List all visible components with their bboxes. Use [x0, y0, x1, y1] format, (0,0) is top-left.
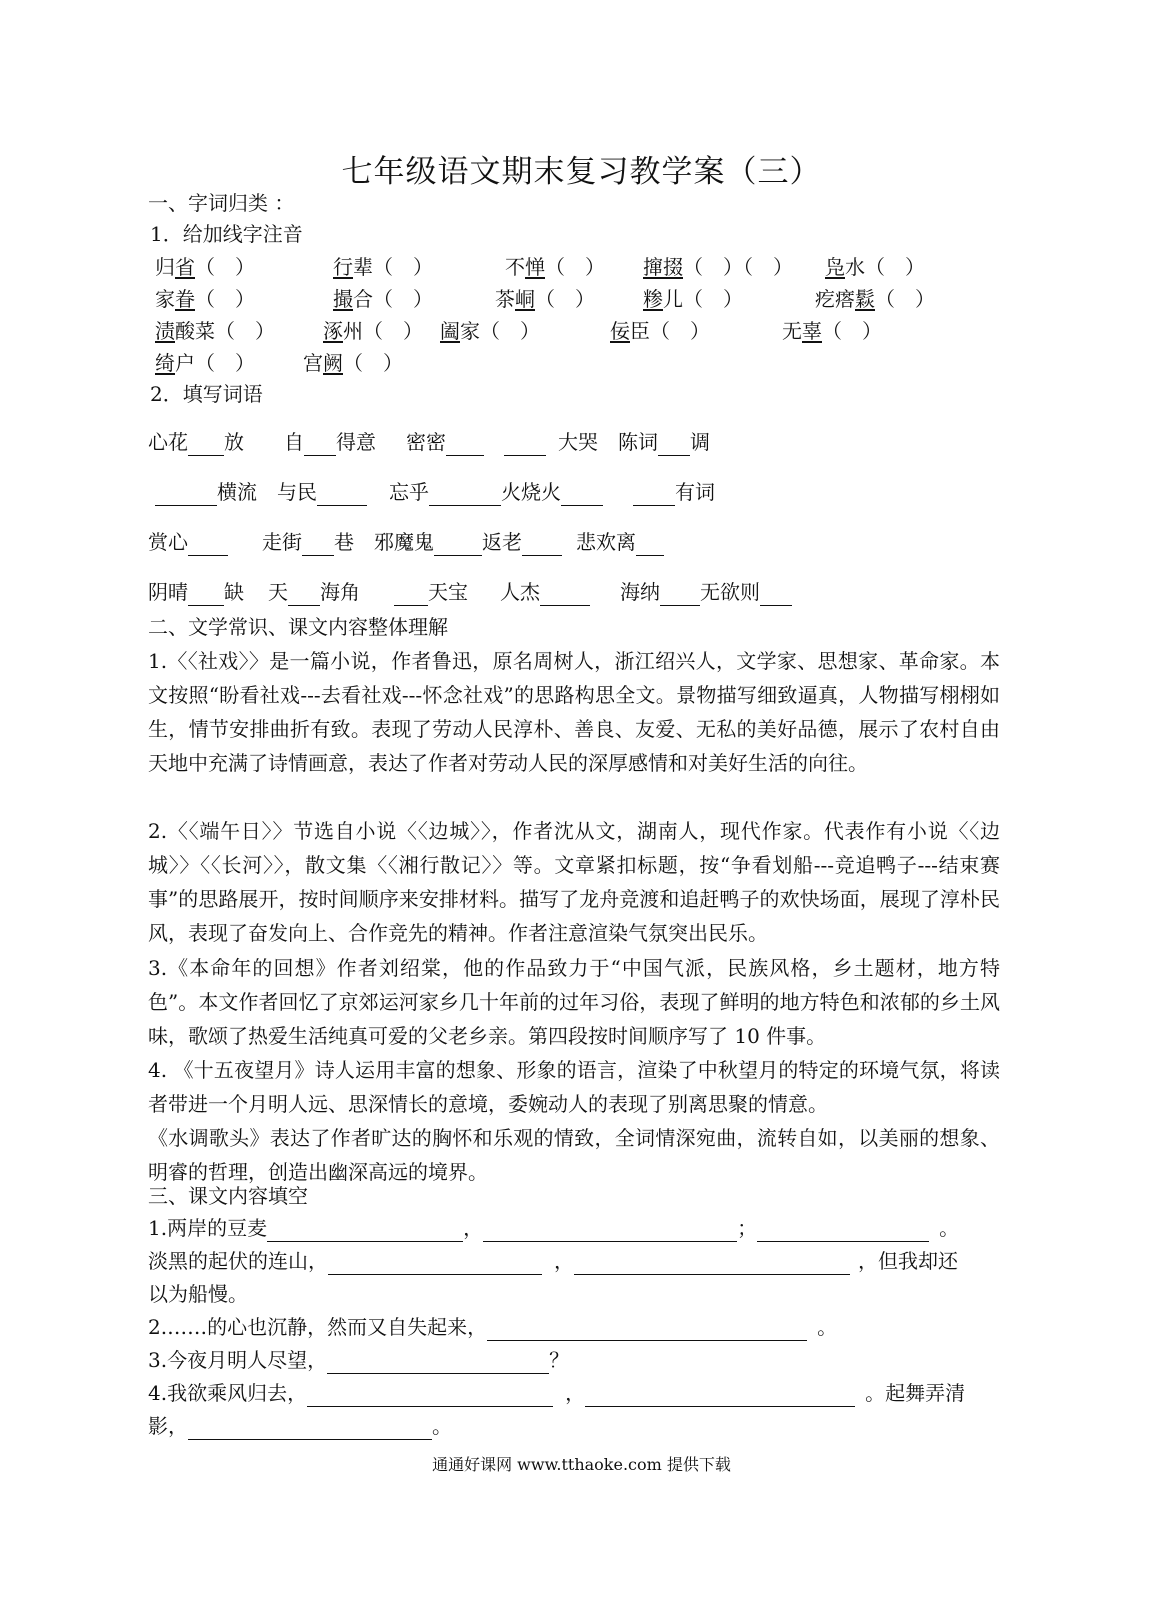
- idiom-text: 有词: [675, 480, 715, 504]
- word-suffix: （ ）: [822, 319, 882, 343]
- underlined-character: 撺掇: [643, 255, 683, 279]
- blank-line: [302, 533, 334, 556]
- fill-question-4-cont: [148, 1412, 452, 1440]
- answer-line: [267, 1219, 463, 1242]
- blank-line: [155, 483, 217, 506]
- blank-line: [446, 433, 484, 456]
- word-suffix: （ ）: [343, 351, 403, 375]
- fill-question-1-cont: [148, 1247, 958, 1275]
- idiom-text: 人杰: [500, 580, 540, 604]
- idiom-text: 忘乎: [389, 480, 429, 504]
- underlined-character: 阙: [323, 351, 343, 375]
- paragraph-2: 2.〈〈端午日〉〉节选自小说〈〈边城〉〉，作者沈从文，湖南人，现代作家。代表作有小说〈〈边城〉〉〈〈长河〉〉，散文集〈〈湘行散记〉〉等。文章紧扣标题，按“争看划船---竞追鸭子---结束赛事”的思路展开，按时间顺序来安排材料。描写了龙舟竞渡和追赶鸭子的欢快场面，展现了淳朴民风，表现了奋发向上、合作竞先的精神。作者注意渲染气氛突出民乐。: [148, 819, 1000, 945]
- idiom-row-3: [148, 528, 664, 556]
- pinyin-item: [440, 317, 540, 345]
- word-suffix: （ ）: [545, 255, 605, 279]
- pinyin-item: [303, 349, 403, 377]
- question-text: 淡黑的起伏的连山，: [148, 1249, 328, 1273]
- word-suffix: （ ）: [195, 287, 255, 311]
- blank-line: [660, 583, 700, 606]
- blank-line: [317, 483, 367, 506]
- section-3-heading: 三、课文内容填空: [148, 1184, 308, 1208]
- idiom-text: 天: [268, 580, 288, 604]
- blank-line: [188, 433, 224, 456]
- answer-line: [757, 1219, 929, 1242]
- idiom-text: 返老: [482, 530, 522, 554]
- blank-line: [522, 533, 562, 556]
- pinyin-item: [610, 317, 710, 345]
- pinyin-item: [155, 317, 275, 345]
- underlined-character: 糁: [643, 287, 663, 311]
- underlined-character: 凫: [825, 255, 845, 279]
- punctuation: ，: [565, 1381, 586, 1405]
- idiom-text: 缺: [224, 580, 244, 604]
- idiom-text: 调: [690, 430, 710, 454]
- word-suffix: 州（ ）: [343, 319, 423, 343]
- page-title: 七年级语文期末复习教学案（三）: [341, 154, 822, 190]
- paragraph-3: 3.《本命年的回想》作者刘绍棠，他的作品致力于“中国气派，民族风格，乡土题材，地方特色”。本文作者回忆了京郊运河家乡几十年前的过年习俗，表现了鲜明的地方特色和浓郁的乡土风味，歌颂了热爱生活纯真可爱的父老乡亲。第四段按时间顺序写了 10 件事。: [148, 956, 1000, 1048]
- question-text: 3.今夜月明人尽望，: [148, 1348, 328, 1372]
- pinyin-item: [643, 253, 793, 281]
- idiom-row-4: [148, 578, 792, 606]
- word-prefix: 家: [155, 287, 175, 311]
- pinyin-item: [333, 253, 433, 281]
- question-text: 影，: [148, 1414, 188, 1438]
- blank-line: [636, 533, 664, 556]
- paragraph-4: 4. 《十五夜望月》诗人运用丰富的想象、形象的语言，渲染了中秋望月的特定的环境气氛，将读者带进一个月明人远、思深情长的意境，委婉动人的表现了别离思聚的情意。: [148, 1058, 1000, 1116]
- idiom-text: 海角: [320, 580, 360, 604]
- blank-line: [304, 433, 336, 456]
- word-prefix: 归: [155, 255, 175, 279]
- idiom-text: 阴晴: [148, 580, 188, 604]
- word-prefix: 茶: [495, 287, 515, 311]
- paragraph-1: 1.〈〈社戏〉〉是一篇小说，作者鲁迅，原名周树人，浙江绍兴人，文学家、思想家、革命家。本文按照“盼看社戏---去看社戏---怀念社戏”的思路构思全文。景物描写细致逼真，人物描写栩栩如生，情节安排曲折有致。表现了劳动人民淳朴、善良、友爱、无私的美好品德，展示了农村自由天地中充满了诗情画意，表达了作者对劳动人民的深厚感情和对美好生活的向往。: [148, 649, 1000, 775]
- word-suffix: 酸菜（ ）: [175, 319, 275, 343]
- underlined-character: 眷: [175, 287, 195, 311]
- underlined-character: 省: [175, 255, 195, 279]
- fill-question-2: [148, 1313, 837, 1341]
- pinyin-item: [155, 349, 255, 377]
- idiom-text: 陈词: [618, 430, 658, 454]
- idiom-text: 密密: [406, 430, 446, 454]
- punctuation: 。: [432, 1414, 452, 1438]
- blank-line: [504, 433, 546, 456]
- idiom-row-1: [148, 428, 710, 456]
- idiom-text: 大哭: [558, 430, 598, 454]
- answer-line: [188, 1417, 432, 1440]
- section-2-heading: 二、文学常识、课文内容整体理解: [148, 615, 448, 639]
- underlined-character: 鬏: [855, 287, 875, 311]
- idiom-text: 悲欢离: [576, 530, 636, 554]
- word-suffix: （ ）: [875, 287, 935, 311]
- word-prefix: 疙瘩: [815, 287, 855, 311]
- blank-line: [429, 483, 501, 506]
- question-text: 4.我欲乘风归去，: [148, 1381, 308, 1405]
- word-suffix: 儿（ ）: [663, 287, 743, 311]
- word-prefix: 无: [782, 319, 802, 343]
- underlined-character: 绮: [155, 351, 175, 375]
- word-suffix: 家（ ）: [460, 319, 540, 343]
- question-text: ，但我却还: [858, 1249, 958, 1273]
- underlined-character: 佞: [610, 319, 630, 343]
- punctuation: 。: [939, 1216, 960, 1240]
- footer-credit: 通通好课网 www.tthaoke.com 提供下载: [432, 1455, 731, 1474]
- word-prefix: 宫: [303, 351, 323, 375]
- underlined-character: 阖: [440, 319, 460, 343]
- question-text: 1.两岸的豆麦: [148, 1216, 268, 1240]
- blank-line: [288, 583, 320, 606]
- pinyin-item: [155, 253, 255, 281]
- fill-question-1: [148, 1214, 959, 1242]
- question-text: 。起舞弄清: [865, 1381, 966, 1405]
- blank-line: [540, 583, 590, 606]
- answer-line: [483, 1219, 737, 1242]
- punctuation: ；: [737, 1216, 758, 1240]
- blank-line: [658, 433, 690, 456]
- section-1-heading: 一、字词归类 ：: [148, 191, 295, 215]
- answer-line: [327, 1351, 549, 1374]
- fill-question-1-end: 以为船慢。: [148, 1282, 248, 1306]
- underlined-character: 涿: [323, 319, 343, 343]
- question-2-label: 2．填写词语: [150, 382, 263, 406]
- blank-line: [760, 583, 792, 606]
- idiom-text: 无欲则: [700, 580, 760, 604]
- pinyin-item: [815, 285, 935, 313]
- word-suffix: （ ）: [195, 255, 255, 279]
- pinyin-item: [643, 285, 743, 313]
- question-text: 2.……的心也沉静，然而又自失起来，: [148, 1315, 488, 1339]
- word-suffix: 臣（ ）: [630, 319, 710, 343]
- answer-line: [487, 1318, 807, 1341]
- fill-question-4: [148, 1379, 965, 1407]
- pinyin-item: [505, 253, 605, 281]
- idiom-text: 天宝: [428, 580, 468, 604]
- underlined-character: 辜: [802, 319, 822, 343]
- idiom-text: 火烧火: [501, 480, 561, 504]
- fill-question-3: [148, 1346, 569, 1374]
- idiom-text: 横流: [217, 480, 257, 504]
- word-suffix: （ ）: [535, 287, 595, 311]
- answer-line: [307, 1384, 553, 1407]
- word-suffix: 合（ ）: [353, 287, 433, 311]
- word-suffix: （ ）（ ）: [683, 255, 793, 279]
- idiom-text: 放: [224, 430, 244, 454]
- punctuation: ？: [549, 1348, 570, 1372]
- idiom-text: 心花: [148, 430, 188, 454]
- pinyin-item: [782, 317, 882, 345]
- underlined-character: 行: [333, 255, 353, 279]
- blank-line: [188, 533, 228, 556]
- idiom-text: 与民: [277, 480, 317, 504]
- idiom-text: 海纳: [620, 580, 660, 604]
- underlined-character: 惮: [525, 255, 545, 279]
- answer-line: [328, 1252, 542, 1275]
- idiom-text: 得意: [336, 430, 376, 454]
- punctuation: ，: [463, 1216, 484, 1240]
- pinyin-item: [155, 285, 255, 313]
- answer-line: [574, 1252, 850, 1275]
- blank-line: [633, 483, 675, 506]
- idiom-text: 巷: [334, 530, 354, 554]
- pinyin-item: [495, 285, 595, 313]
- paragraph-5: 《水调歌头》表达了作者旷达的胸怀和乐观的情致，全词情深宛曲，流转自如，以美丽的想象、明睿的哲理，创造出幽深高远的境界。: [148, 1126, 1000, 1184]
- idiom-text: 自: [284, 430, 304, 454]
- word-suffix: 辈（ ）: [353, 255, 433, 279]
- pinyin-item: [825, 253, 925, 281]
- blank-line: [561, 483, 603, 506]
- punctuation: 。: [817, 1315, 838, 1339]
- word-suffix: 户（ ）: [175, 351, 255, 375]
- punctuation: ，: [554, 1249, 574, 1273]
- word-prefix: 不: [505, 255, 525, 279]
- idiom-text: 走街: [262, 530, 302, 554]
- word-suffix: 水（ ）: [845, 255, 925, 279]
- blank-line: [434, 533, 482, 556]
- pinyin-item: [333, 285, 433, 313]
- blank-line: [394, 583, 428, 606]
- underlined-character: 峒: [515, 287, 535, 311]
- answer-line: [585, 1384, 855, 1407]
- idiom-row-2: [155, 478, 715, 506]
- blank-line: [188, 583, 224, 606]
- question-1-label: 1．给加线字注音: [150, 222, 303, 246]
- idiom-text: 赏心: [148, 530, 188, 554]
- underlined-character: 撮: [333, 287, 353, 311]
- idiom-text: 邪魔鬼: [374, 530, 434, 554]
- underlined-character: 渍: [155, 319, 175, 343]
- pinyin-item: [323, 317, 423, 345]
